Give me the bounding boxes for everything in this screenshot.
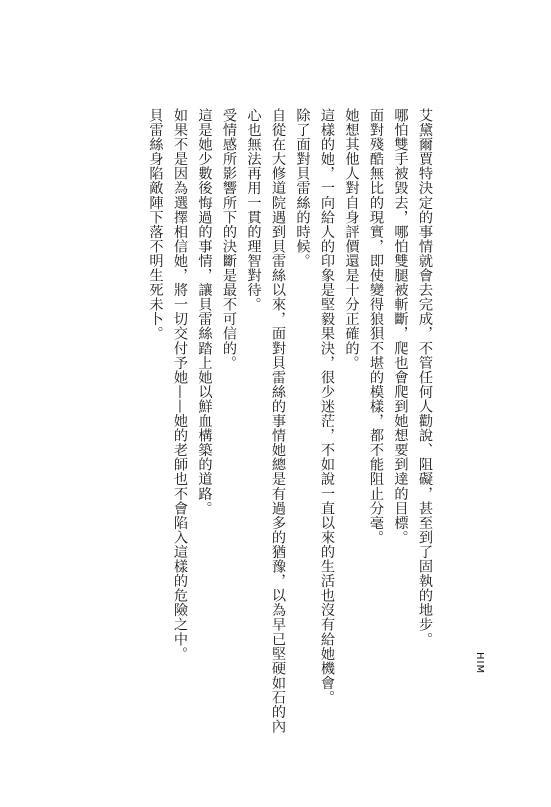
paragraph: 如果不是因為選擇相信她，將一切交付予她——她的老師也不會陷入這樣的危險之中。 — [172, 108, 188, 661]
paragraph: 這樣的她，一向給人的印象是堅毅果決，很少迷茫，不如說一直以來的生活也沒有給她機會。 — [319, 108, 335, 705]
body-text — [143, 108, 437, 748]
paragraph: 艾黛爾賈特決定的事情就會去完成，不管任何人勸說、阻礙，甚至到了固執的地步。 — [417, 108, 433, 647]
page-header: HIM — [474, 652, 485, 675]
paragraph: 自從在大修道院遇到貝雷絲以來，面對貝雷絲的事情她總是有過多的猶豫，以為早已堅硬如石的內心也無法再用一貫的理智對待。 — [245, 108, 286, 734]
paragraph: 她想其他人對自身評價還是十分正確的。 — [343, 108, 360, 370]
paragraph: 受情感所影響所下的決斷是最不可信的。 — [221, 108, 237, 370]
paragraph: 除了面對貝雷絲的時候。 — [294, 108, 311, 269]
paragraph: 貝雷絲身陷敵陣下落不明生死未卜。 — [147, 108, 164, 341]
paragraph: 面對殘酷無比的現實，即使變得狼狽不堪的模樣，都不能阻止分毫。 — [368, 108, 384, 545]
paragraph: 這是她少數後悔過的事情，讓貝雷絲踏上她以鮮血構築的道路。 — [196, 108, 213, 516]
paragraph: 哪怕雙手被毀去，哪怕雙腿被斬斷，爬也會爬到她想要到達的目標。 — [392, 108, 409, 545]
